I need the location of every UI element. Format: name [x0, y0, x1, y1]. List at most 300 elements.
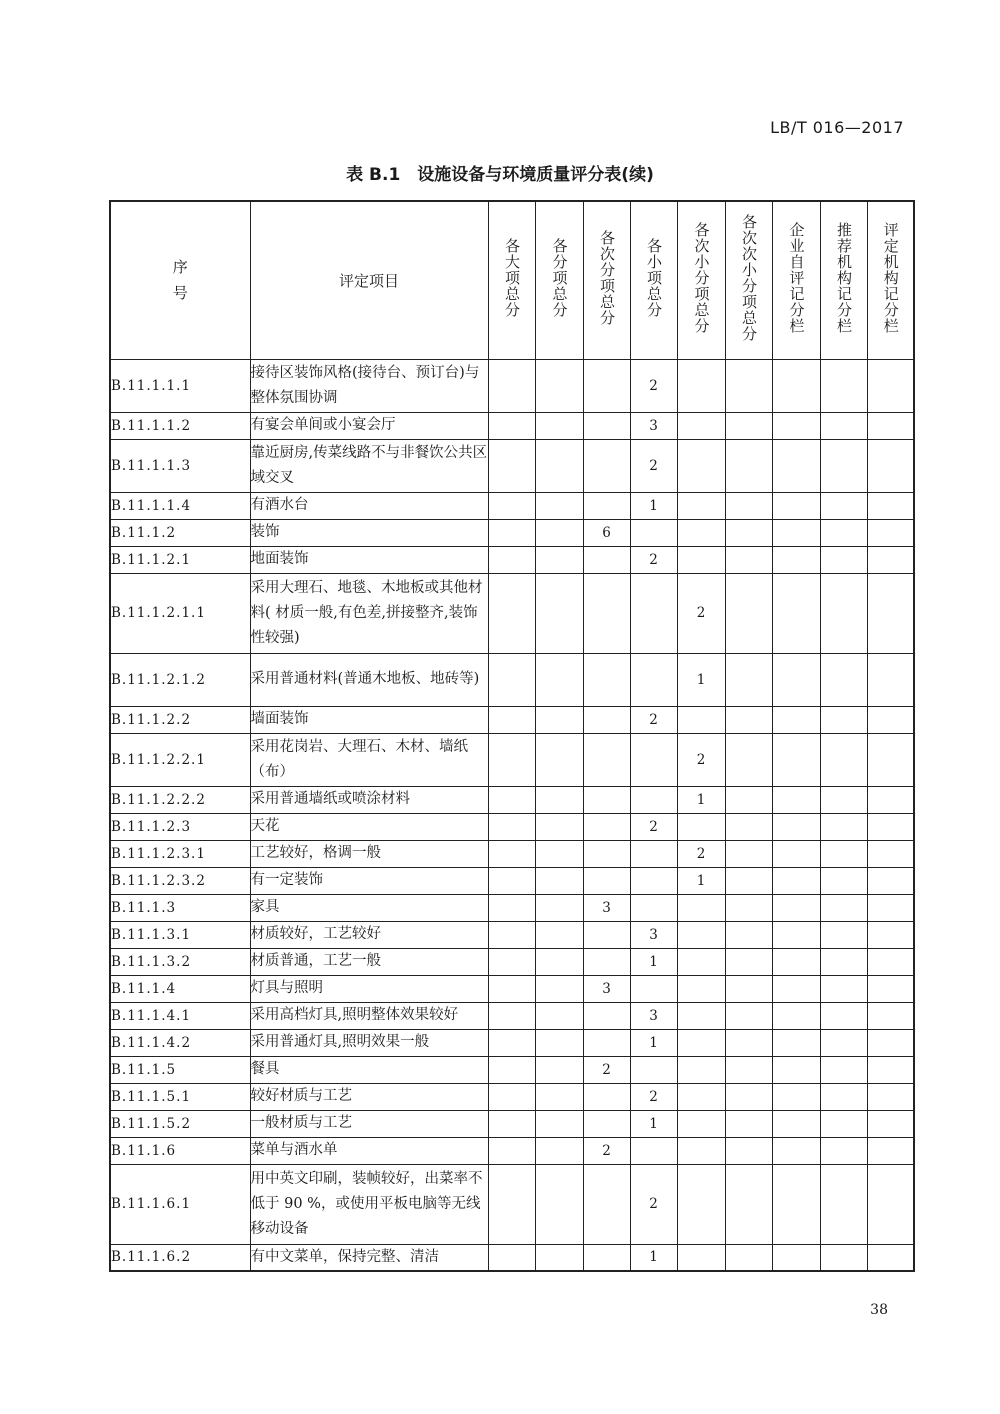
row-self-assessment: [772, 975, 820, 1002]
row-sub-total: [535, 1056, 583, 1083]
row-item: 地面装饰: [250, 546, 488, 573]
row-tertiary-minor-total: [725, 1110, 772, 1137]
row-minor-total: 1: [630, 1244, 677, 1271]
row-seq: B.11.1.2.1: [110, 546, 250, 573]
row-seq: B.11.1.5: [110, 1056, 250, 1083]
table-header-row: [110, 201, 914, 359]
row-recommender-score: [820, 840, 867, 867]
row-secondary-sub-total: [583, 573, 630, 653]
row-minor-total: 2: [630, 439, 677, 492]
row-seq: B.11.1.2.1.1: [110, 573, 250, 653]
row-assessor-score: [867, 492, 914, 519]
row-minor-total: 2: [630, 1164, 677, 1244]
page-number: 38: [870, 1302, 888, 1318]
row-recommender-score: [820, 1083, 867, 1110]
row-secondary-sub-total: [583, 733, 630, 786]
row-recommender-score: [820, 546, 867, 573]
column-header-sub-total: 各分项总分: [535, 201, 583, 359]
row-minor-total: 2: [630, 813, 677, 840]
row-seq: B.11.1.2.3: [110, 813, 250, 840]
row-major-total: [488, 546, 535, 573]
row-self-assessment: [772, 1056, 820, 1083]
row-tertiary-minor-total: [725, 492, 772, 519]
row-tertiary-minor-total: [725, 975, 772, 1002]
row-item: 较好材质与工艺: [250, 1083, 488, 1110]
row-secondary-minor-total: [677, 1164, 725, 1244]
row-secondary-minor-total: [677, 439, 725, 492]
row-assessor-score: [867, 519, 914, 546]
row-minor-total: 2: [630, 546, 677, 573]
row-item: 工艺较好，格调一般: [250, 840, 488, 867]
row-minor-total: 3: [630, 412, 677, 439]
row-secondary-sub-total: 6: [583, 519, 630, 546]
row-tertiary-minor-total: [725, 439, 772, 492]
row-major-total: [488, 1083, 535, 1110]
table-row: [110, 786, 914, 813]
row-sub-total: [535, 1029, 583, 1056]
row-assessor-score: [867, 359, 914, 412]
row-recommender-score: [820, 1244, 867, 1271]
row-secondary-sub-total: [583, 786, 630, 813]
row-assessor-score: [867, 894, 914, 921]
row-item: 有酒水台: [250, 492, 488, 519]
row-seq: B.11.1.3: [110, 894, 250, 921]
row-secondary-minor-total: [677, 948, 725, 975]
row-self-assessment: [772, 1137, 820, 1164]
row-secondary-minor-total: [677, 1083, 725, 1110]
row-secondary-sub-total: 3: [583, 894, 630, 921]
row-minor-total: [630, 894, 677, 921]
column-header-seq: [110, 201, 250, 359]
row-seq: B.11.1.5.2: [110, 1110, 250, 1137]
row-minor-total: 1: [630, 492, 677, 519]
row-self-assessment: [772, 733, 820, 786]
row-secondary-sub-total: 2: [583, 1137, 630, 1164]
row-minor-total: [630, 653, 677, 706]
row-seq: B.11.1.1.3: [110, 439, 250, 492]
row-assessor-score: [867, 1244, 914, 1271]
row-sub-total: [535, 439, 583, 492]
row-assessor-score: [867, 546, 914, 573]
row-recommender-score: [820, 975, 867, 1002]
row-sub-total: [535, 975, 583, 1002]
row-sub-total: [535, 813, 583, 840]
row-tertiary-minor-total: [725, 1002, 772, 1029]
row-minor-total: 3: [630, 1002, 677, 1029]
row-secondary-sub-total: [583, 706, 630, 733]
row-seq: B.11.1.2.3.1: [110, 840, 250, 867]
row-minor-total: [630, 1137, 677, 1164]
row-self-assessment: [772, 1002, 820, 1029]
row-recommender-score: [820, 359, 867, 412]
table-body: [110, 359, 914, 1271]
row-recommender-score: [820, 733, 867, 786]
row-item: 靠近厨房,传菜线路不与非餐饮公共区域交叉: [250, 439, 488, 492]
row-recommender-score: [820, 653, 867, 706]
row-minor-total: [630, 573, 677, 653]
row-secondary-sub-total: [583, 653, 630, 706]
row-secondary-minor-total: 1: [677, 653, 725, 706]
row-item: 用中英文印刷，装帧较好，出菜率不低于 90 %，或使用平板电脑等无线移动设备: [250, 1164, 488, 1244]
row-secondary-minor-total: [677, 359, 725, 412]
row-item: 装饰: [250, 519, 488, 546]
row-secondary-sub-total: 3: [583, 975, 630, 1002]
row-assessor-score: [867, 573, 914, 653]
row-tertiary-minor-total: [725, 1083, 772, 1110]
row-secondary-minor-total: [677, 1029, 725, 1056]
row-minor-total: [630, 519, 677, 546]
row-tertiary-minor-total: [725, 1164, 772, 1244]
row-recommender-score: [820, 519, 867, 546]
row-secondary-minor-total: 2: [677, 573, 725, 653]
row-recommender-score: [820, 439, 867, 492]
row-secondary-sub-total: 2: [583, 1056, 630, 1083]
column-header-secondary-sub-total: 各次分项总分: [583, 201, 630, 359]
score-table: [109, 200, 915, 1272]
row-sub-total: [535, 653, 583, 706]
row-sub-total: [535, 1137, 583, 1164]
row-secondary-sub-total: [583, 1244, 630, 1271]
row-self-assessment: [772, 786, 820, 813]
row-secondary-minor-total: [677, 1002, 725, 1029]
table-row: [110, 1137, 914, 1164]
table-row: [110, 975, 914, 1002]
column-header-tertiary-minor-total: 各次次小分项总分: [725, 201, 772, 359]
row-sub-total: [535, 867, 583, 894]
row-seq: B.11.1.1.2: [110, 412, 250, 439]
row-self-assessment: [772, 867, 820, 894]
row-self-assessment: [772, 1244, 820, 1271]
row-secondary-minor-total: [677, 921, 725, 948]
row-recommender-score: [820, 412, 867, 439]
row-major-total: [488, 867, 535, 894]
row-tertiary-minor-total: [725, 921, 772, 948]
row-recommender-score: [820, 813, 867, 840]
row-self-assessment: [772, 1029, 820, 1056]
table-row: [110, 412, 914, 439]
table-row: [110, 867, 914, 894]
row-tertiary-minor-total: [725, 894, 772, 921]
row-sub-total: [535, 519, 583, 546]
row-major-total: [488, 1244, 535, 1271]
row-assessor-score: [867, 867, 914, 894]
row-assessor-score: [867, 948, 914, 975]
row-major-total: [488, 519, 535, 546]
table-row: [110, 840, 914, 867]
row-item: 接待区装饰风格(接待台、预订台)与整体氛围协调: [250, 359, 488, 412]
row-assessor-score: [867, 1083, 914, 1110]
row-major-total: [488, 1110, 535, 1137]
row-tertiary-minor-total: [725, 1244, 772, 1271]
row-major-total: [488, 492, 535, 519]
row-seq: B.11.1.4.2: [110, 1029, 250, 1056]
row-self-assessment: [772, 573, 820, 653]
row-item: 家具: [250, 894, 488, 921]
row-self-assessment: [772, 921, 820, 948]
row-item: 采用普通墙纸或喷涂材料: [250, 786, 488, 813]
row-secondary-sub-total: [583, 840, 630, 867]
row-major-total: [488, 439, 535, 492]
row-recommender-score: [820, 1110, 867, 1137]
column-header-seq-label: 序 号: [172, 258, 188, 303]
table-row: [110, 1002, 914, 1029]
row-sub-total: [535, 948, 583, 975]
row-recommender-score: [820, 1002, 867, 1029]
table-row: [110, 573, 914, 653]
row-sub-total: [535, 1002, 583, 1029]
row-seq: B.11.1.2.3.2: [110, 867, 250, 894]
row-item: 一般材质与工艺: [250, 1110, 488, 1137]
row-major-total: [488, 840, 535, 867]
row-sub-total: [535, 706, 583, 733]
row-tertiary-minor-total: [725, 706, 772, 733]
row-tertiary-minor-total: [725, 840, 772, 867]
row-assessor-score: [867, 1056, 914, 1083]
row-secondary-sub-total: [583, 1164, 630, 1244]
table-row: [110, 492, 914, 519]
table-row: [110, 1110, 914, 1137]
row-major-total: [488, 1029, 535, 1056]
row-secondary-sub-total: [583, 1110, 630, 1137]
row-tertiary-minor-total: [725, 813, 772, 840]
row-secondary-minor-total: [677, 1137, 725, 1164]
row-major-total: [488, 894, 535, 921]
row-major-total: [488, 359, 535, 412]
row-sub-total: [535, 894, 583, 921]
column-header-self-assessment: 企业自评记分栏: [772, 201, 820, 359]
row-item: 采用大理石、地毯、木地板或其他材料( 材质一般,有色差,拼接整齐,装饰性较强): [250, 573, 488, 653]
row-self-assessment: [772, 813, 820, 840]
row-recommender-score: [820, 894, 867, 921]
row-sub-total: [535, 1244, 583, 1271]
row-sub-total: [535, 546, 583, 573]
row-tertiary-minor-total: [725, 733, 772, 786]
row-tertiary-minor-total: [725, 519, 772, 546]
row-seq: B.11.1.3.1: [110, 921, 250, 948]
table-row: [110, 1056, 914, 1083]
row-recommender-score: [820, 573, 867, 653]
column-header-assessor-score: 评定机构记分栏: [867, 201, 914, 359]
row-tertiary-minor-total: [725, 786, 772, 813]
table-row: [110, 1164, 914, 1244]
table-row: [110, 546, 914, 573]
row-sub-total: [535, 1110, 583, 1137]
row-self-assessment: [772, 948, 820, 975]
column-header-major-total: 各大项总分: [488, 201, 535, 359]
column-header-secondary-minor-total: 各次小分项总分: [677, 201, 725, 359]
row-assessor-score: [867, 1002, 914, 1029]
row-minor-total: 1: [630, 1110, 677, 1137]
row-sub-total: [535, 733, 583, 786]
row-self-assessment: [772, 492, 820, 519]
row-sub-total: [535, 412, 583, 439]
row-assessor-score: [867, 1110, 914, 1137]
row-secondary-minor-total: [677, 1110, 725, 1137]
row-secondary-minor-total: [677, 975, 725, 1002]
row-tertiary-minor-total: [725, 1029, 772, 1056]
row-secondary-sub-total: [583, 546, 630, 573]
row-seq: B.11.1.2.2: [110, 706, 250, 733]
row-self-assessment: [772, 1164, 820, 1244]
row-seq: B.11.1.5.1: [110, 1083, 250, 1110]
row-assessor-score: [867, 653, 914, 706]
row-item: 采用花岗岩、大理石、木材、墙纸（布）: [250, 733, 488, 786]
row-secondary-minor-total: [677, 519, 725, 546]
row-sub-total: [535, 840, 583, 867]
row-secondary-minor-total: 2: [677, 840, 725, 867]
table-row: [110, 519, 914, 546]
row-item: 有中文菜单，保持完整、清洁: [250, 1244, 488, 1271]
row-major-total: [488, 786, 535, 813]
row-assessor-score: [867, 1137, 914, 1164]
column-header-recommender-score: 推荐机构记分栏: [820, 201, 867, 359]
row-secondary-minor-total: [677, 894, 725, 921]
row-sub-total: [535, 1083, 583, 1110]
row-minor-total: 2: [630, 359, 677, 412]
row-item: 餐具: [250, 1056, 488, 1083]
row-seq: B.11.1.6.1: [110, 1164, 250, 1244]
row-assessor-score: [867, 439, 914, 492]
row-major-total: [488, 653, 535, 706]
table-row: [110, 653, 914, 706]
row-seq: B.11.1.1.1: [110, 359, 250, 412]
row-item: 采用普通材料(普通木地板、地砖等): [250, 653, 488, 706]
row-self-assessment: [772, 706, 820, 733]
row-seq: B.11.1.6.2: [110, 1244, 250, 1271]
row-minor-total: 1: [630, 948, 677, 975]
row-minor-total: 2: [630, 1083, 677, 1110]
row-seq: B.11.1.6: [110, 1137, 250, 1164]
row-item: 材质较好，工艺较好: [250, 921, 488, 948]
row-minor-total: 1: [630, 1029, 677, 1056]
row-major-total: [488, 573, 535, 653]
row-tertiary-minor-total: [725, 412, 772, 439]
row-minor-total: 3: [630, 921, 677, 948]
row-seq: B.11.1.4.1: [110, 1002, 250, 1029]
row-tertiary-minor-total: [725, 546, 772, 573]
row-self-assessment: [772, 1083, 820, 1110]
row-secondary-minor-total: [677, 813, 725, 840]
row-secondary-sub-total: [583, 867, 630, 894]
table-row: [110, 359, 914, 412]
row-assessor-score: [867, 840, 914, 867]
row-assessor-score: [867, 921, 914, 948]
row-item: 天花: [250, 813, 488, 840]
row-item: 材质普通，工艺一般: [250, 948, 488, 975]
row-assessor-score: [867, 733, 914, 786]
row-item: 墙面装饰: [250, 706, 488, 733]
row-tertiary-minor-total: [725, 867, 772, 894]
row-sub-total: [535, 573, 583, 653]
row-self-assessment: [772, 519, 820, 546]
row-major-total: [488, 412, 535, 439]
row-seq: B.11.1.2.1.2: [110, 653, 250, 706]
row-seq: B.11.1.2.2.1: [110, 733, 250, 786]
row-tertiary-minor-total: [725, 1056, 772, 1083]
row-major-total: [488, 1002, 535, 1029]
row-sub-total: [535, 492, 583, 519]
row-minor-total: 2: [630, 706, 677, 733]
row-tertiary-minor-total: [725, 573, 772, 653]
row-self-assessment: [772, 894, 820, 921]
row-tertiary-minor-total: [725, 359, 772, 412]
column-header-item-label: 评定项目: [338, 271, 399, 290]
row-major-total: [488, 1137, 535, 1164]
row-major-total: [488, 1056, 535, 1083]
row-secondary-minor-total: [677, 706, 725, 733]
row-item: 采用普通灯具,照明效果一般: [250, 1029, 488, 1056]
row-secondary-sub-total: [583, 921, 630, 948]
row-item: 有宴会单间或小宴会厅: [250, 412, 488, 439]
row-tertiary-minor-total: [725, 653, 772, 706]
table-row: [110, 733, 914, 786]
row-seq: B.11.1.4: [110, 975, 250, 1002]
row-item: 菜单与酒水单: [250, 1137, 488, 1164]
row-seq: B.11.1.2: [110, 519, 250, 546]
row-secondary-minor-total: [677, 546, 725, 573]
table-row: [110, 1083, 914, 1110]
row-recommender-score: [820, 1056, 867, 1083]
row-seq: B.11.1.3.2: [110, 948, 250, 975]
table-row: [110, 813, 914, 840]
row-secondary-sub-total: [583, 1002, 630, 1029]
row-recommender-score: [820, 492, 867, 519]
row-seq: B.11.1.1.4: [110, 492, 250, 519]
row-secondary-sub-total: [583, 1029, 630, 1056]
row-assessor-score: [867, 786, 914, 813]
row-major-total: [488, 948, 535, 975]
row-secondary-minor-total: [677, 1244, 725, 1271]
row-item: 采用高档灯具,照明整体效果较好: [250, 1002, 488, 1029]
row-sub-total: [535, 786, 583, 813]
row-secondary-sub-total: [583, 412, 630, 439]
column-header-minor-total: 各小项总分: [630, 201, 677, 359]
row-major-total: [488, 1164, 535, 1244]
row-self-assessment: [772, 653, 820, 706]
row-recommender-score: [820, 786, 867, 813]
row-assessor-score: [867, 975, 914, 1002]
row-self-assessment: [772, 359, 820, 412]
row-minor-total: [630, 1056, 677, 1083]
standard-code: LB/T 016—2017: [770, 118, 904, 137]
row-assessor-score: [867, 813, 914, 840]
row-secondary-sub-total: [583, 439, 630, 492]
row-minor-total: [630, 867, 677, 894]
row-assessor-score: [867, 1164, 914, 1244]
row-secondary-sub-total: [583, 492, 630, 519]
row-major-total: [488, 921, 535, 948]
row-recommender-score: [820, 1164, 867, 1244]
row-minor-total: [630, 975, 677, 1002]
row-self-assessment: [772, 412, 820, 439]
row-secondary-sub-total: [583, 359, 630, 412]
row-secondary-minor-total: [677, 492, 725, 519]
row-secondary-minor-total: 1: [677, 786, 725, 813]
table-row: [110, 948, 914, 975]
row-sub-total: [535, 921, 583, 948]
row-item: 有一定装饰: [250, 867, 488, 894]
table-title: 表 B.1 设施设备与环境质量评分表(续): [346, 165, 654, 185]
row-minor-total: [630, 733, 677, 786]
row-recommender-score: [820, 1137, 867, 1164]
row-assessor-score: [867, 412, 914, 439]
row-tertiary-minor-total: [725, 1137, 772, 1164]
column-header-item: [250, 201, 488, 359]
row-tertiary-minor-total: [725, 948, 772, 975]
row-secondary-minor-total: 2: [677, 733, 725, 786]
table-row: [110, 1029, 914, 1056]
row-sub-total: [535, 1164, 583, 1244]
